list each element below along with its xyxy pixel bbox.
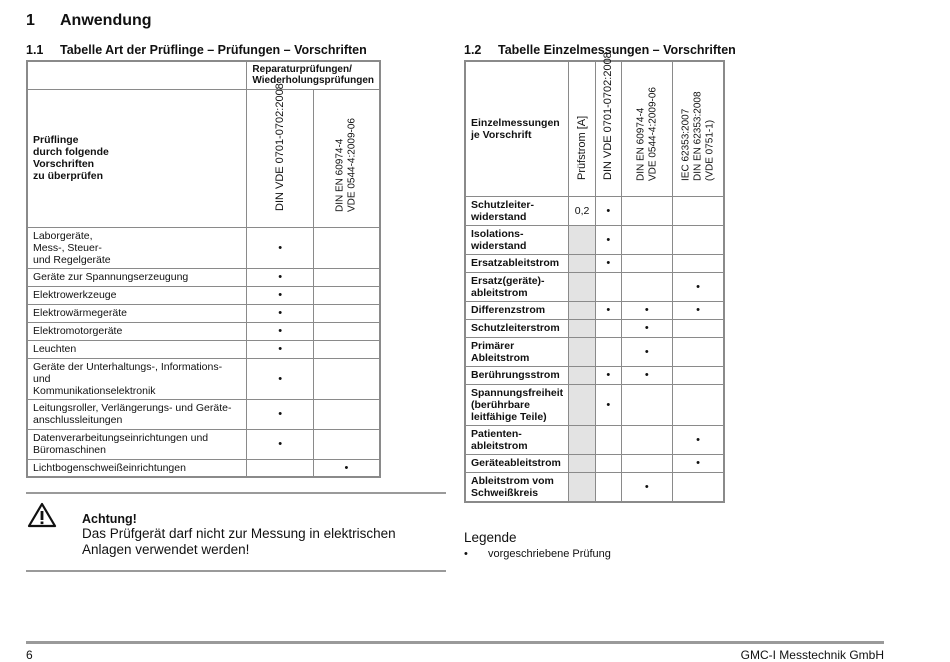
col-header-iec62353-c: (VDE 0751-1)	[704, 119, 716, 181]
row-label: Geräte der Unterhaltungs-, Informations- und Kommunikationselektronik	[27, 358, 247, 399]
warning-rule-top	[26, 492, 446, 494]
section-number: 1	[26, 12, 35, 29]
cell: •	[596, 384, 622, 425]
cell	[621, 225, 672, 254]
row-label: Geräte zur Spannungserzeugung	[27, 268, 247, 286]
warning-title: Achtung!	[82, 512, 137, 526]
col-header-en60974	[313, 89, 380, 227]
cell	[673, 384, 724, 425]
cell-current: 0,2	[569, 196, 596, 225]
row-label: Schutzleiter- widerstand	[465, 196, 569, 225]
cell	[596, 454, 622, 472]
table-row	[465, 301, 724, 319]
cell-current	[569, 337, 596, 366]
col-header-iec62353	[673, 61, 724, 196]
table-row	[465, 384, 724, 425]
cell: •	[596, 225, 622, 254]
cell: •	[247, 399, 314, 429]
cell: •	[313, 459, 380, 477]
row-label: Leitungsroller, Verlängerungs- und Geräte- anschlussleitungen	[27, 399, 247, 429]
col-header-current-text: Prüfstrom [A]	[576, 115, 589, 180]
table-row	[27, 322, 380, 340]
cell: •	[247, 268, 314, 286]
table-row	[27, 459, 380, 477]
table-row	[465, 196, 724, 225]
col-header-en60974-a: DIN EN 60974-4	[334, 138, 346, 212]
col-header-en60974-a: DIN EN 60974-4	[635, 107, 647, 181]
row-label: Datenverarbeitungseinrichtungen und Büromaschinen	[27, 429, 247, 459]
cell: •	[621, 301, 672, 319]
table-row	[27, 286, 380, 304]
row-label: Elektrowerkzeuge	[27, 286, 247, 304]
cell: •	[247, 340, 314, 358]
cell: •	[596, 196, 622, 225]
cell	[313, 322, 380, 340]
cell: •	[247, 286, 314, 304]
cell	[673, 196, 724, 225]
cell: •	[673, 272, 724, 301]
cell-current	[569, 472, 596, 502]
cell: •	[621, 472, 672, 502]
row-label: Elektrowärmegeräte	[27, 304, 247, 322]
table-einzelmessungen	[464, 51, 725, 503]
table-row	[27, 399, 380, 429]
row-header: Prüflinge durch folgende Vorschriften zu überprüfen	[27, 89, 247, 227]
cell	[313, 429, 380, 459]
row-header: Einzelmessungen je Vorschrift	[465, 61, 569, 196]
cell	[596, 272, 622, 301]
table-row	[27, 304, 380, 322]
col-header-vde0701-text: DIN VDE 0701-0702:2008	[274, 82, 287, 211]
table-row	[465, 254, 724, 272]
cell	[673, 472, 724, 502]
cell: •	[621, 337, 672, 366]
col-header-iec62353-a: IEC 62353:2007	[680, 108, 692, 181]
right-subheading	[464, 43, 736, 57]
table-pruflinge	[26, 60, 381, 478]
cell	[313, 304, 380, 322]
table-row	[465, 225, 724, 254]
section-title: Anwendung	[60, 12, 152, 29]
cell: •	[673, 425, 724, 454]
cell	[621, 196, 672, 225]
section-heading	[26, 12, 152, 30]
table-row	[465, 425, 724, 454]
table-row	[465, 366, 724, 384]
page-number: 6	[26, 648, 33, 662]
row-label: Ersatz(geräte)- ableitstrom	[465, 272, 569, 301]
table-row	[465, 319, 724, 337]
cell-current	[569, 384, 596, 425]
row-label: Leuchten	[27, 340, 247, 358]
cell	[313, 227, 380, 268]
cell: •	[247, 322, 314, 340]
cell-current	[569, 319, 596, 337]
legend-bullet: •	[464, 548, 468, 560]
row-label: Laborgeräte, Mess-, Steuer- und Regelgeräte	[27, 227, 247, 268]
col-header-vde0701	[247, 82, 314, 227]
cell	[621, 384, 672, 425]
cell	[673, 225, 724, 254]
table-row	[27, 268, 380, 286]
table-row	[27, 358, 380, 399]
col-header-iec62353-b: DIN EN 62353:2008	[692, 90, 704, 181]
left-subheading-number: 1.1	[26, 43, 44, 57]
row-label: Lichtbogenschweißeinrichtungen	[27, 459, 247, 477]
cell-current	[569, 254, 596, 272]
cell: •	[247, 429, 314, 459]
cell	[313, 286, 380, 304]
col-header-en60974-b: VDE 0544-4:2009-06	[346, 117, 358, 212]
cell-current	[569, 272, 596, 301]
cell	[313, 399, 380, 429]
legend-item-text: vorgeschriebene Prüfung	[488, 548, 611, 560]
cell: •	[673, 301, 724, 319]
cell	[596, 319, 622, 337]
row-label: Isolations- widerstand	[465, 225, 569, 254]
table-row	[27, 227, 380, 268]
cell: •	[673, 454, 724, 472]
cell	[313, 268, 380, 286]
cell	[673, 337, 724, 366]
cell	[673, 319, 724, 337]
row-label: Ersatzableitstrom	[465, 254, 569, 272]
footer-rule	[26, 641, 884, 644]
cell	[673, 254, 724, 272]
row-label: Schutzleiterstrom	[465, 319, 569, 337]
table-row	[465, 272, 724, 301]
right-subheading-title: Tabelle Einzelmessungen – Vorschriften	[498, 43, 736, 57]
cell-current	[569, 301, 596, 319]
col-header-vde0701-text: DIN VDE 0701-0702:2008	[602, 51, 615, 180]
col-header-en60974-b: VDE 0544-4:2009-06	[647, 86, 659, 181]
cell	[596, 472, 622, 502]
cell-current	[569, 366, 596, 384]
table-row	[465, 472, 724, 502]
right-subheading-number: 1.2	[464, 43, 482, 57]
warning-triangle-icon	[27, 502, 57, 533]
cell	[247, 459, 314, 477]
cell	[313, 358, 380, 399]
cell: •	[621, 366, 672, 384]
table-row	[465, 337, 724, 366]
warning-text: Das Prüfgerät darf nicht zur Messung in elektrischen Anlagen verwendet werden!	[82, 526, 396, 557]
legend-item	[464, 548, 611, 560]
table-row	[465, 454, 724, 472]
warning-rule-bottom	[26, 570, 446, 572]
row-label: Patienten- ableitstrom	[465, 425, 569, 454]
cell	[621, 254, 672, 272]
cell	[596, 337, 622, 366]
col-header-en60974	[621, 61, 672, 196]
cell	[313, 340, 380, 358]
cell	[621, 454, 672, 472]
cell-current	[569, 425, 596, 454]
row-label: Ableitstrom vom Schweißkreis	[465, 472, 569, 502]
row-label: Elektromotorgeräte	[27, 322, 247, 340]
row-label: Primärer Ableitstrom	[465, 337, 569, 366]
cell	[596, 425, 622, 454]
company-name: GMC-I Messtechnik GmbH	[740, 648, 884, 662]
cell: •	[247, 304, 314, 322]
cell: •	[596, 366, 622, 384]
table-row	[27, 340, 380, 358]
row-label: Berührungsstrom	[465, 366, 569, 384]
cell: •	[247, 227, 314, 268]
cell: •	[596, 301, 622, 319]
table-row	[27, 429, 380, 459]
cell	[621, 425, 672, 454]
cell-current	[569, 225, 596, 254]
cell-current	[569, 454, 596, 472]
header-group: Reparaturprüfungen/ Wiederholungsprüfungen	[247, 61, 380, 89]
cell: •	[621, 319, 672, 337]
legend-title: Legende	[464, 530, 517, 545]
cell: •	[596, 254, 622, 272]
col-header-vde0701	[596, 51, 622, 196]
cell	[621, 272, 672, 301]
row-label: Spannungsfreiheit (berührbare leitfähige Teile)	[465, 384, 569, 425]
left-subheading-title: Tabelle Art der Prüflinge – Prüfungen – Vorschriften	[60, 43, 367, 57]
cell	[673, 366, 724, 384]
row-label: Geräteableitstrom	[465, 454, 569, 472]
row-label: Differenzstrom	[465, 301, 569, 319]
cell: •	[247, 358, 314, 399]
left-subheading	[26, 43, 367, 57]
col-header-current	[569, 61, 596, 196]
